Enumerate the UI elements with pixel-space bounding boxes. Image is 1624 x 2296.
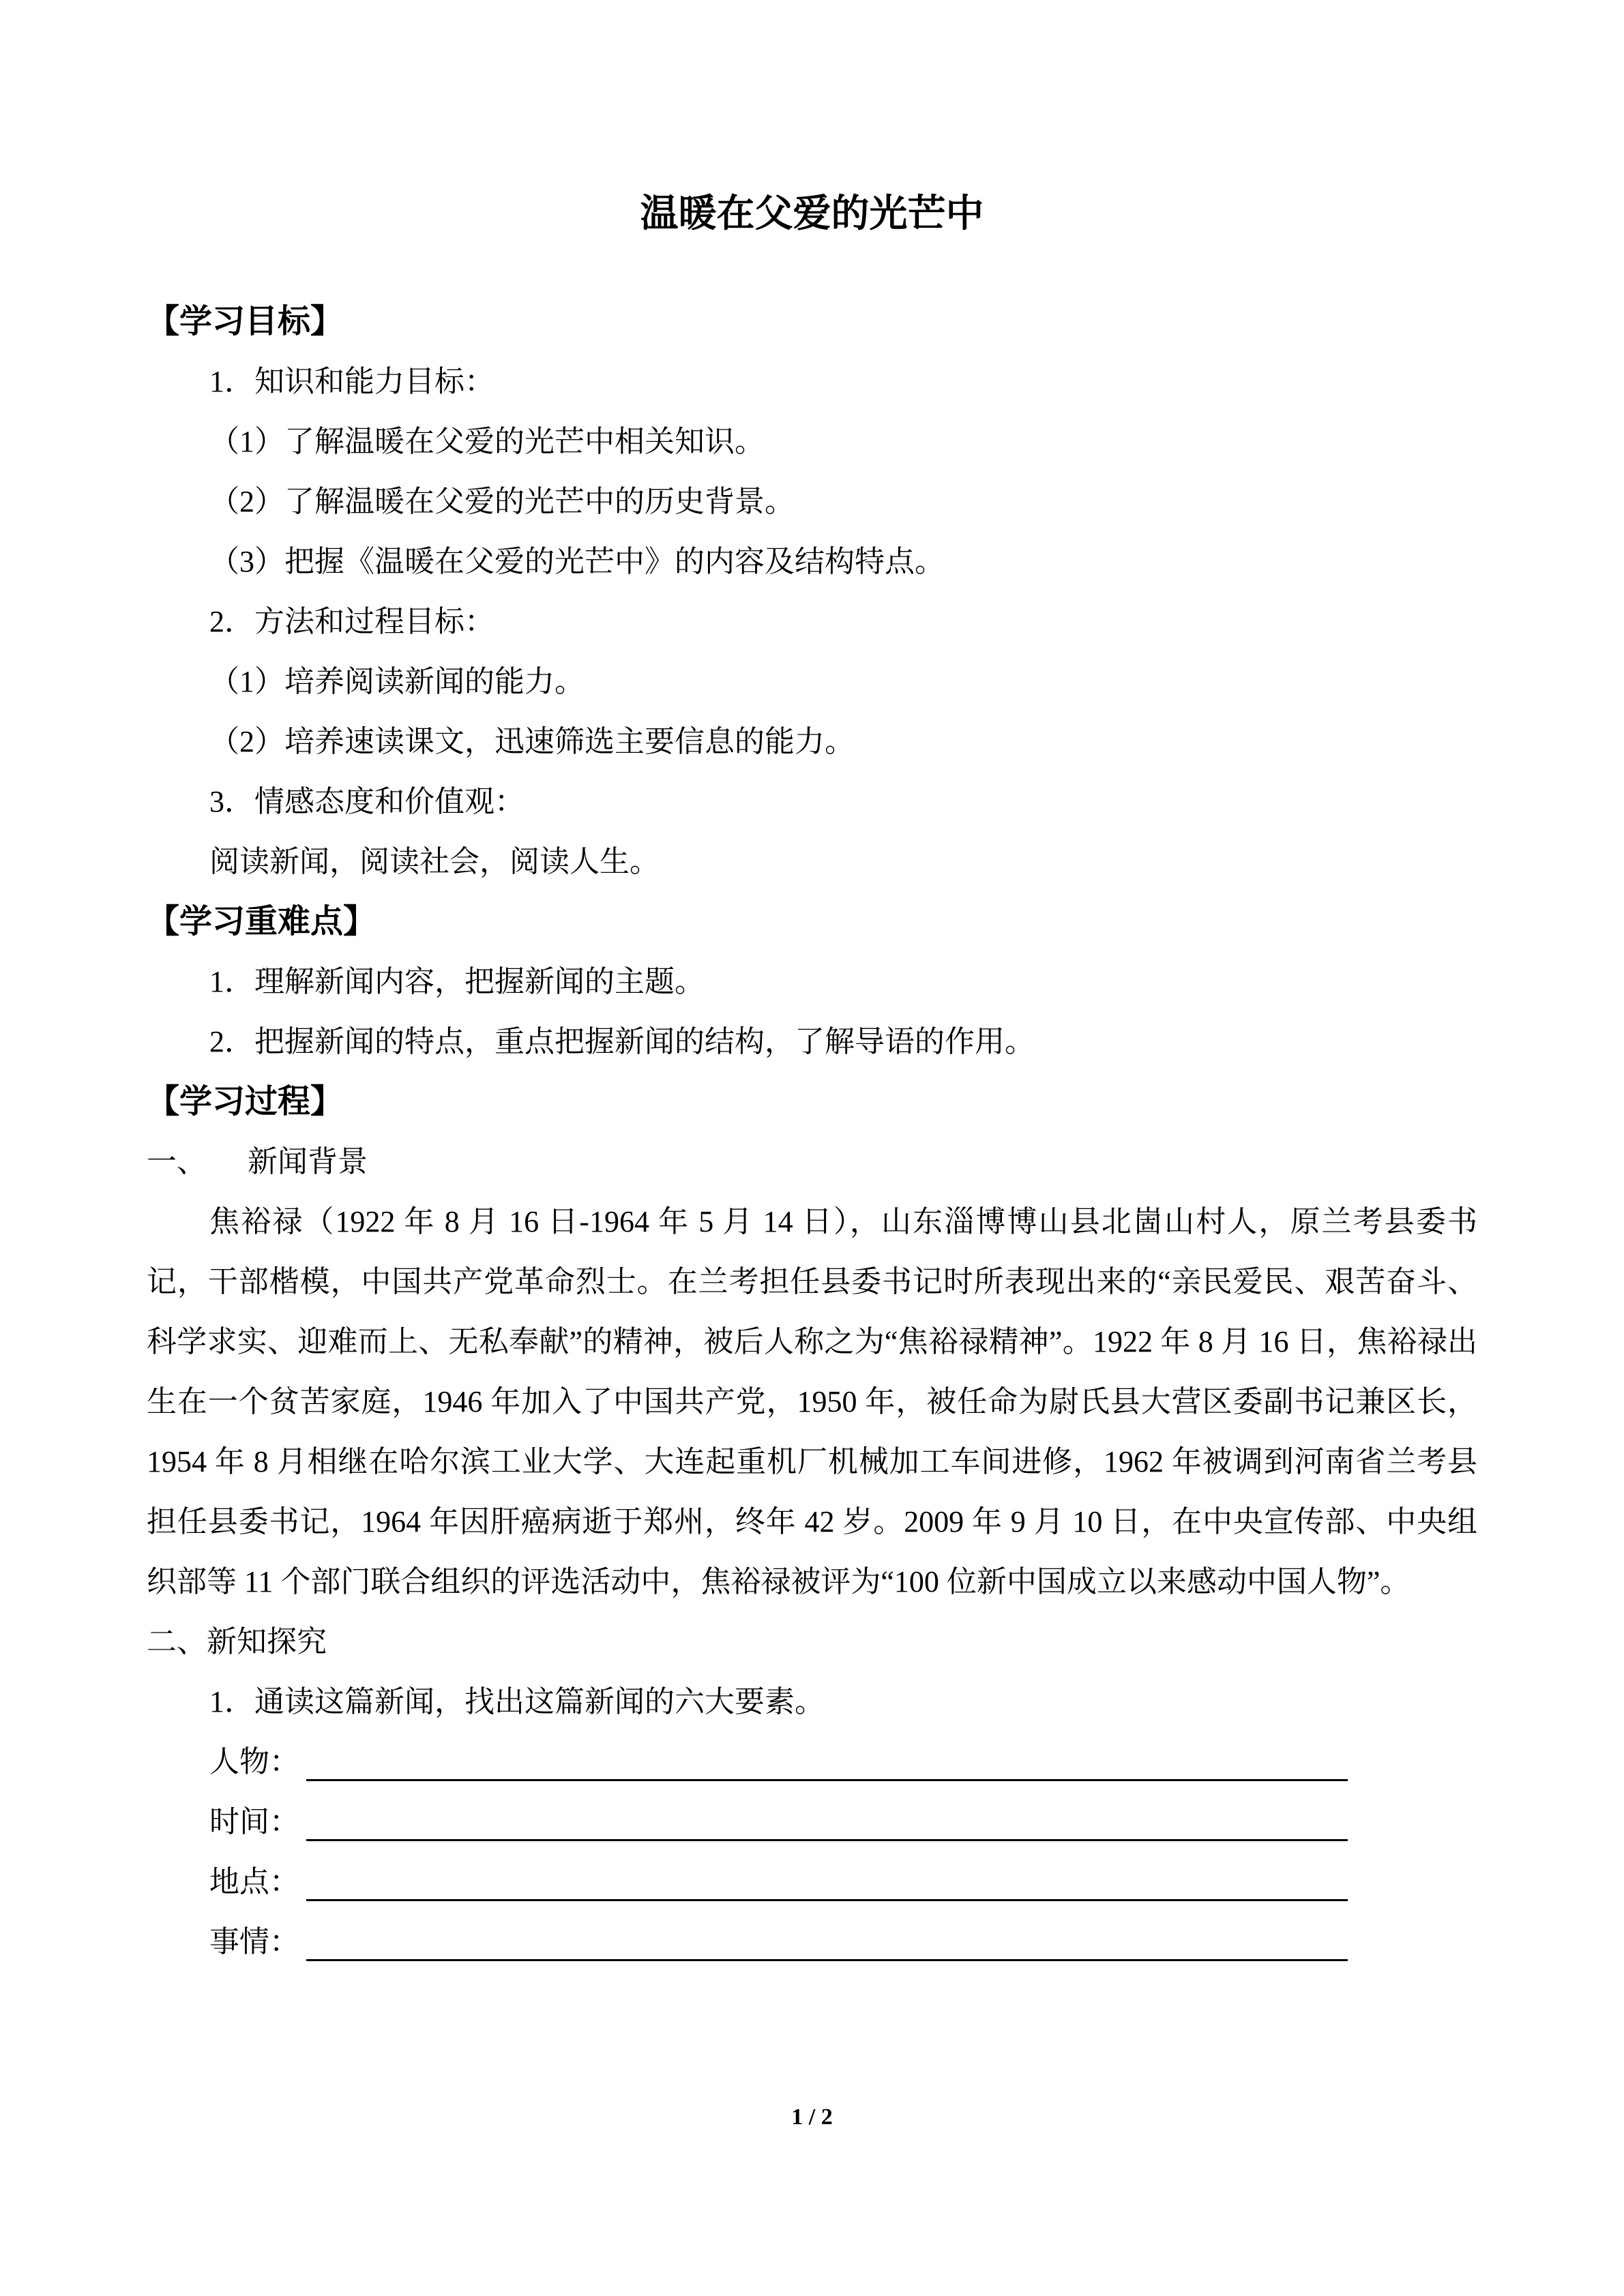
- list-item: 2．把握新闻的特点，重点把握新闻的结构，了解导语的作用。: [209, 1025, 1035, 1058]
- list-item: 1．知识和能力目标：: [209, 365, 494, 398]
- list-item: 阅读新闻，阅读社会，阅读人生。: [209, 845, 660, 878]
- background-paragraph: 焦裕禄（1922 年 8 月 16 日-1964 年 5 月 14 日），山东淄博博山县北崮山村人，原兰考县委书记，干部楷模，中国共产党革命烈士。在兰考担任县委书记时所表现出来的“亲民爱民、艰苦奋斗、科学求实、迎难而上、无私奉献”的精神，被后人称之为“焦裕禄精神”。1922 年 8 月 16 日，焦裕禄出生在一个贫苦家庭，1946 年加入了中国共产党，1950 年，被任命为尉氏县大营区委副书记兼区长，1954 年 8 月相继在哈尔滨工业大学、大连起重机厂机械加工车间进修，1962 年被调到河南省兰考县担任县委书记，1964 年因肝癌病逝于郑州，终年 42 岁。2009 年 9 月 10 日，在中央宣传部、中央组织部等 11 个部门联合组织的评选活动中，焦裕禄被评为“100 位新中国成立以来感动中国人物”。: [147, 1205, 1477, 1598]
- fill-in-line: [306, 1779, 1348, 1781]
- blank-label: 地点：: [209, 1865, 299, 1898]
- list-item: 1．理解新闻内容，把握新闻的主题。: [209, 965, 705, 998]
- part2-label: 二、: [147, 1625, 207, 1658]
- part2-heading: [147, 1612, 1477, 1672]
- list-item: 2．方法和过程目标：: [209, 605, 494, 638]
- blank-row-place: [147, 1852, 1348, 1912]
- blank-label: 人物：: [209, 1745, 299, 1778]
- task1-text: 1．通读这篇新闻，找出这篇新闻的六大要素。: [209, 1685, 825, 1718]
- list-item: （2）了解温暖在父爱的光芒中的历史背景。: [209, 485, 795, 518]
- fill-in-line: [306, 1899, 1348, 1901]
- fill-in-line: [306, 1839, 1348, 1841]
- list-item: （1）了解温暖在父爱的光芒中相关知识。: [209, 425, 765, 458]
- list-item: （1）培养阅读新闻的能力。: [209, 665, 585, 698]
- list-item: （2）培养速读课文，迅速筛选主要信息的能力。: [209, 725, 855, 758]
- blank-row-event: [147, 1912, 1348, 1972]
- blank-label: 事情：: [209, 1925, 299, 1958]
- blank-row-person: [147, 1732, 1348, 1792]
- section-heading-process: 【学习过程】: [147, 1084, 344, 1120]
- part1-label: 一、: [147, 1145, 207, 1178]
- list-item: （3）把握《温暖在父爱的光芒中》的内容及结构特点。: [209, 545, 945, 578]
- section-heading-key-points: 【学习重难点】: [147, 904, 377, 940]
- part1-heading: [147, 1132, 1477, 1192]
- list-item: 3．情感态度和价值观：: [209, 785, 525, 818]
- blank-label: 时间：: [209, 1805, 299, 1838]
- blank-row-time: [147, 1792, 1348, 1852]
- section-heading-goals: 【学习目标】: [147, 303, 344, 340]
- page-title: 温暖在父爱的光芒中: [640, 193, 984, 235]
- part1-title: 新闻背景: [248, 1145, 368, 1178]
- part2-title: 新知探究: [207, 1625, 327, 1658]
- page-footer: 1 / 2: [791, 2104, 833, 2130]
- fill-in-line: [306, 1959, 1348, 1961]
